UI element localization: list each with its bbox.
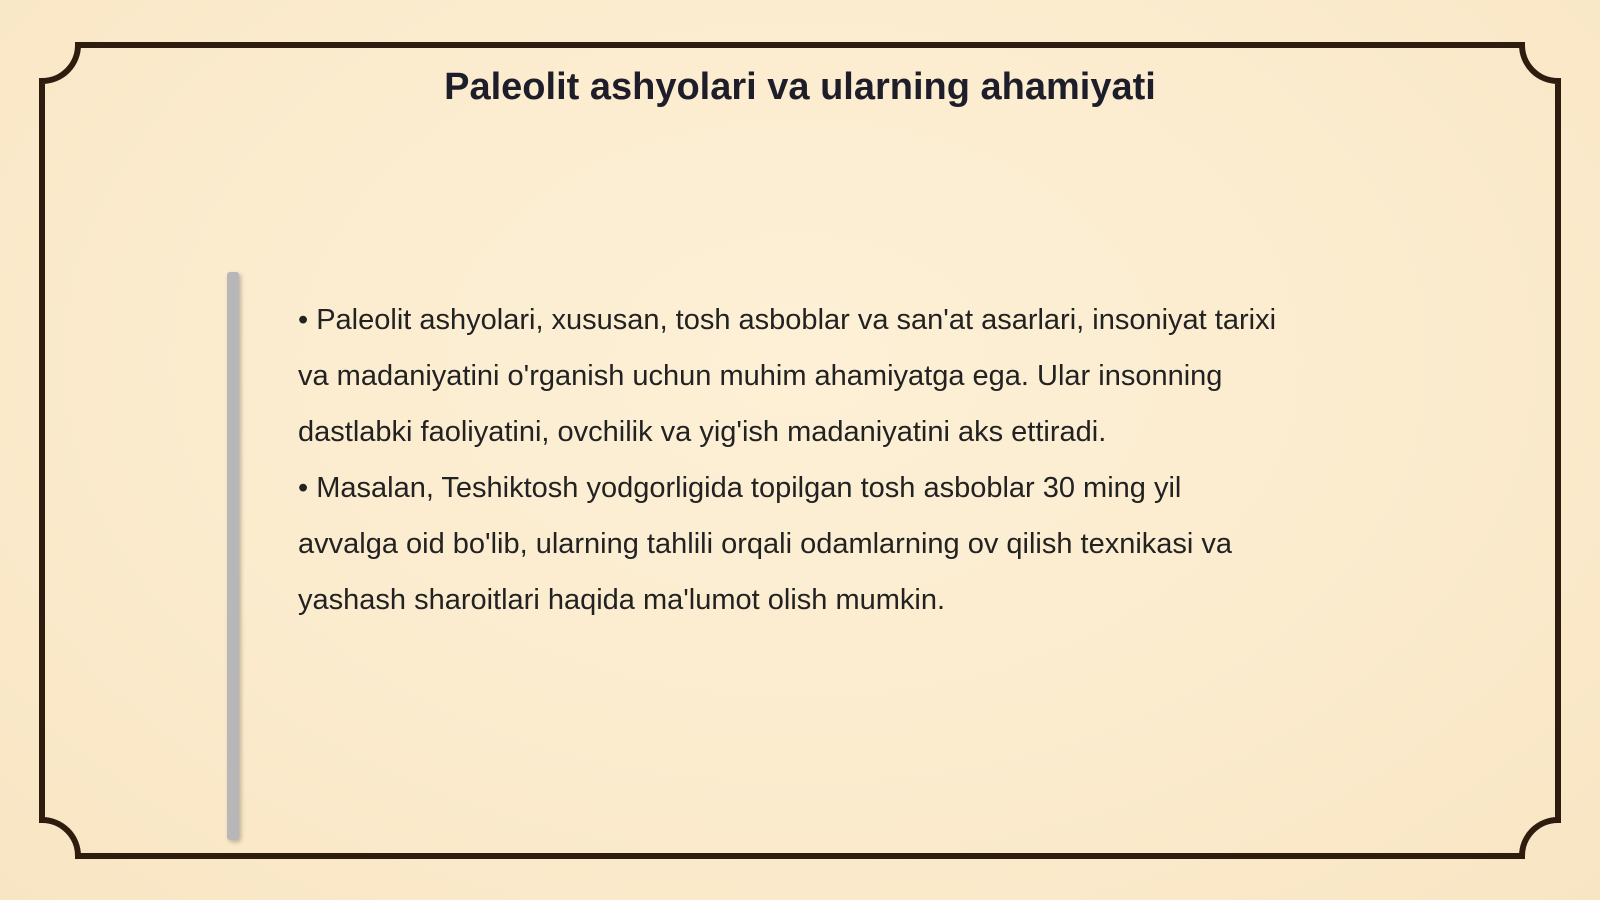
bullet-paragraph-2: • Masalan, Teshiktosh yodgorligida topilgan tosh asboblar 30 ming yil avvalga oid bo'lib, ularning tahlili orqali odamlarning ov qilish texnikasi va yashash sharoitlari haqida ma'lumot olish mumkin. [298,472,1233,616]
slide-title: Paleolit ashyolari va ularning ahamiyati [444,66,1156,108]
bullet-paragraph-1: • Paleolit ashyolari, xususan, tosh asboblar va san'at asarlari, insoniyat tarixi va madaniyatini o'rganish uchun muhim ahamiyatga ega. Ular insonning dastlabki faoliyatini, ovchilik va yig'ish madaniyatini aks ettiradi. [298,304,1277,448]
slide-content [298,292,1288,628]
vertical-accent-bar [227,272,239,840]
